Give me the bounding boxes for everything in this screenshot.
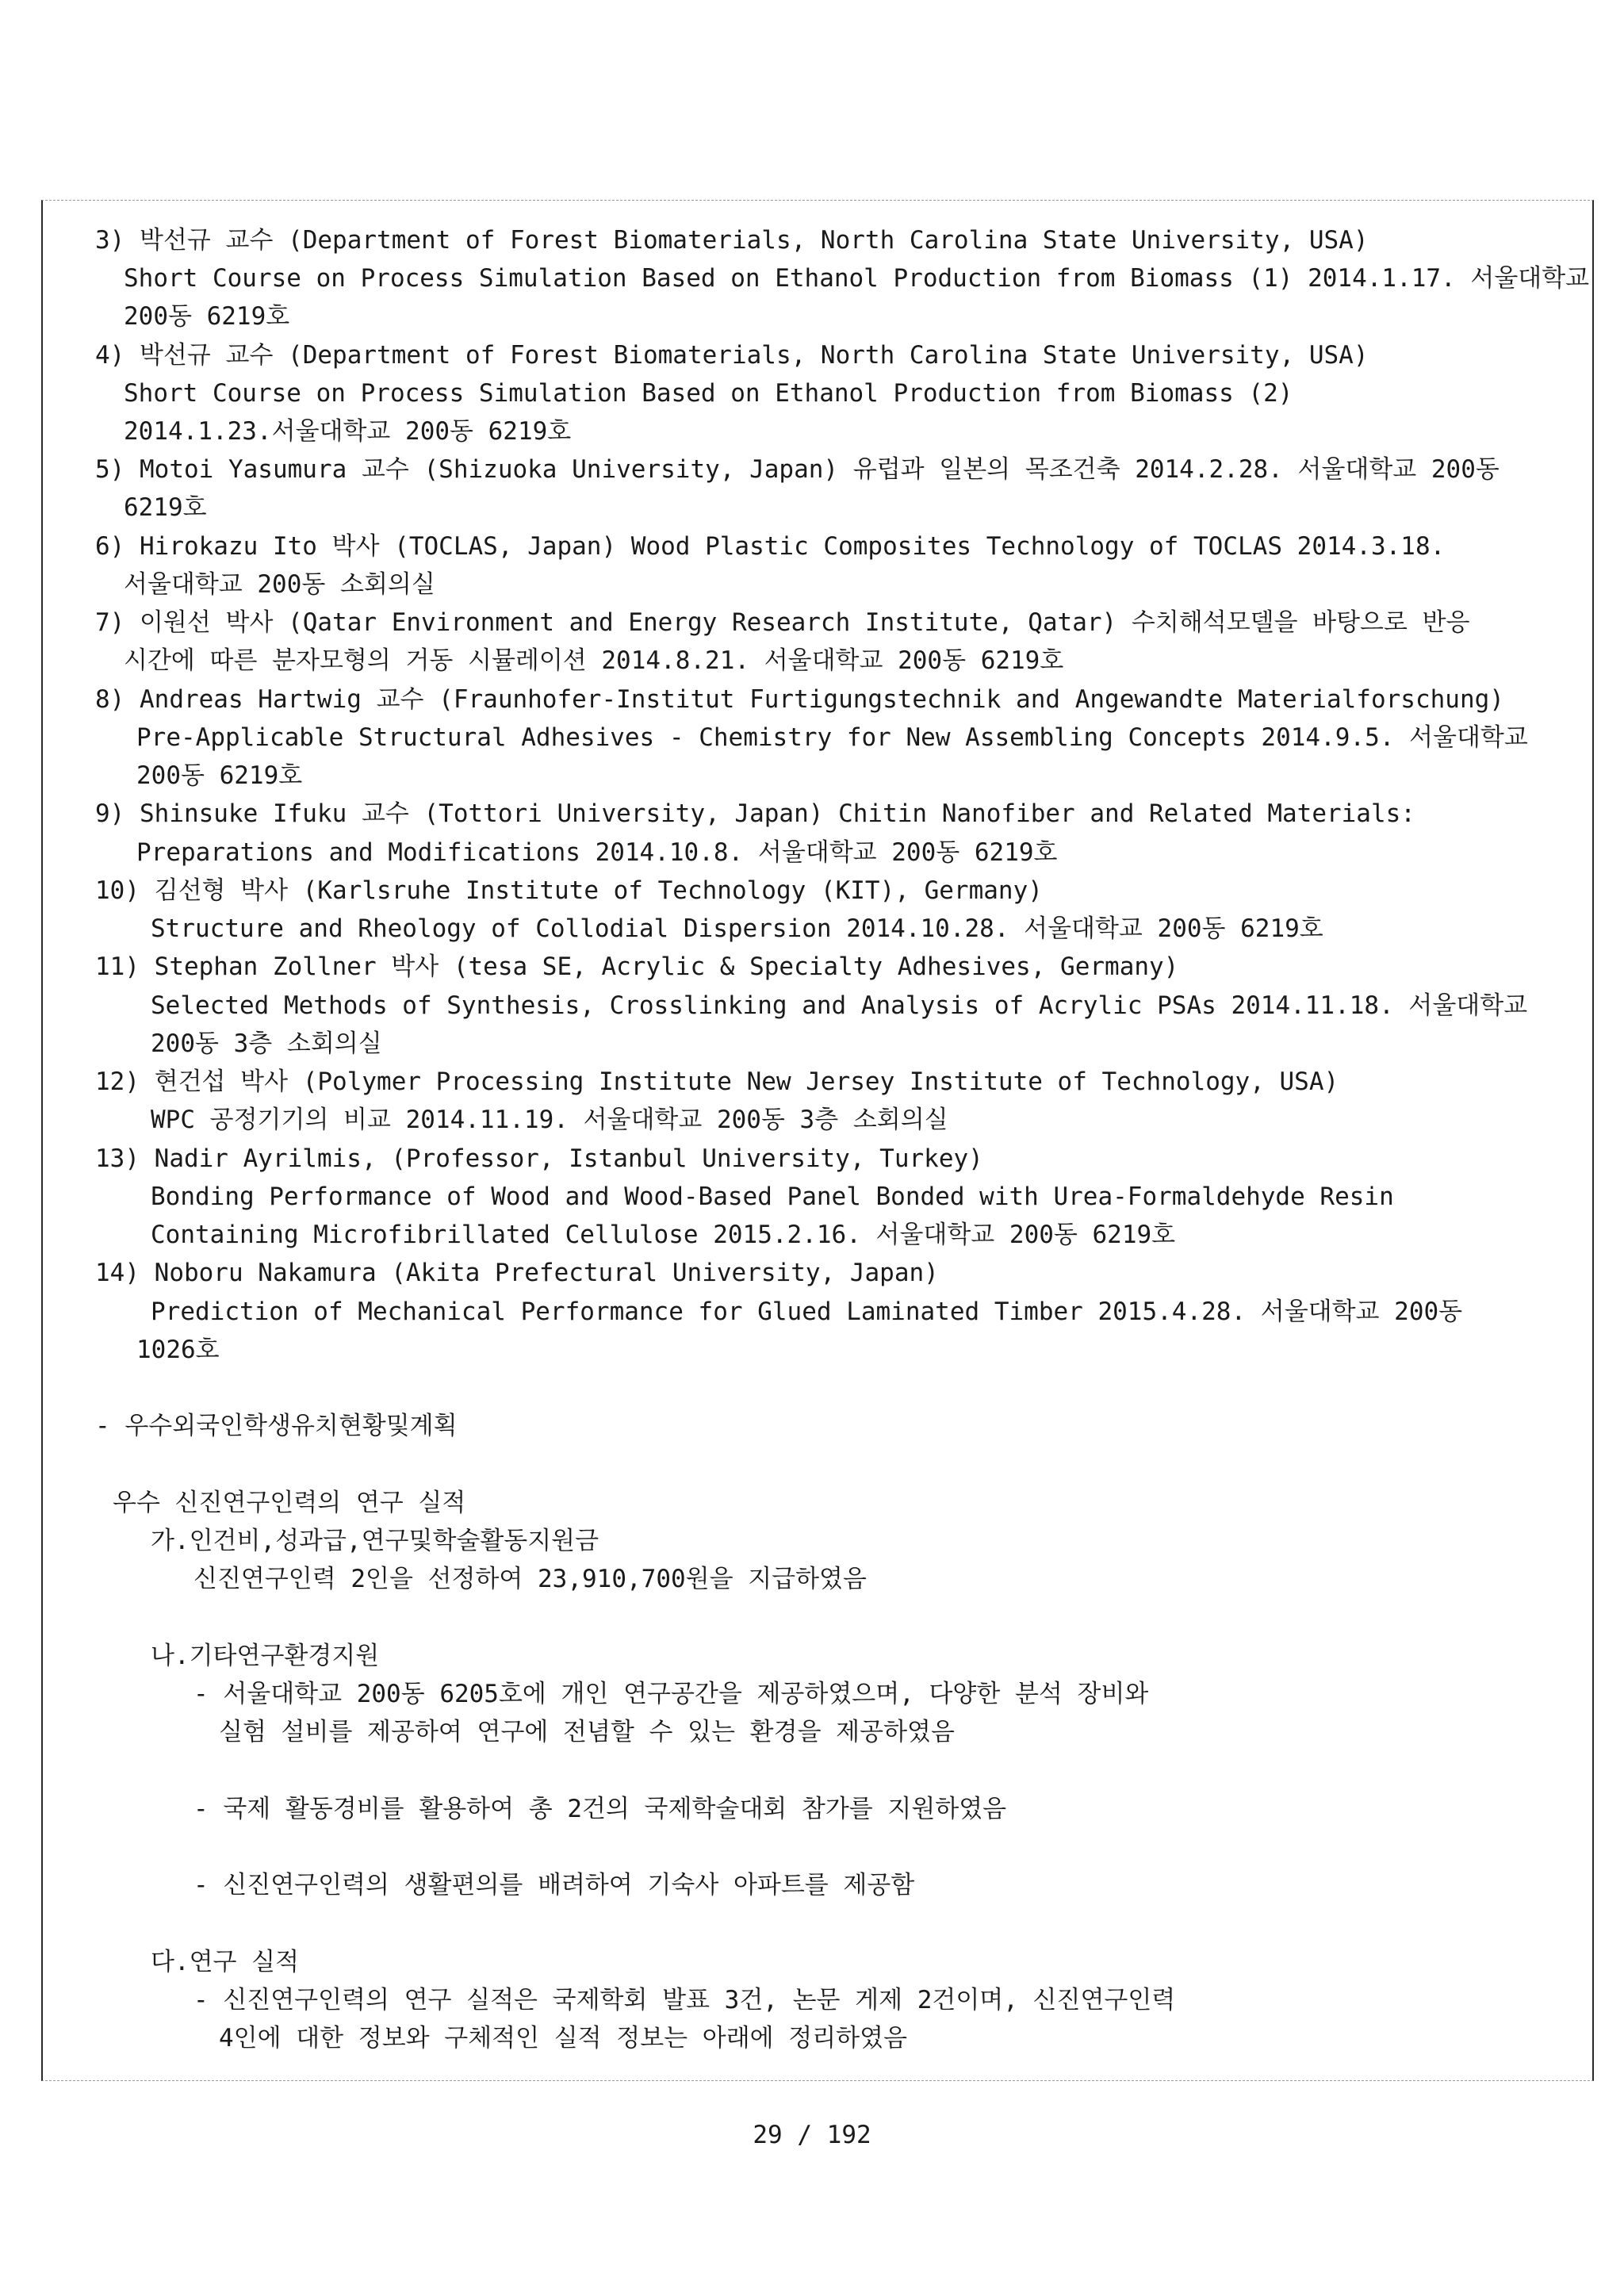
seminar-item-3-detail: Short Course on Process Simulation Based on Ethanol Production from Biomass (1) 2014.1.17. 서울대학교	[124, 264, 1590, 293]
seminar-item-11: 11) Stephan Zollner 박사 (tesa SE, Acrylic & Specialty Adhesives, Germany)	[95, 953, 1179, 981]
seminar-item-13-detail: Bonding Performance of Wood and Wood-Based Panel Bonded with Urea-Formaldehyde Resin	[151, 1182, 1394, 1211]
seminar-item-8: 8) Andreas Hartwig 교수 (Fraunhofer-Institut Furtigungstechnik and Angewandte Materialforschung)	[95, 685, 1504, 714]
total-pages: 192	[826, 2121, 871, 2149]
seminar-item-5: 5) Motoi Yasumura 교수 (Shizuoka University, Japan) 유럽과 일본의 목조건축 2014.2.28. 서울대학교 200동	[95, 455, 1500, 484]
item-heading-da: 다.연구 실적	[151, 1948, 300, 1976]
seminar-item-11-detail: Selected Methods of Synthesis, Crosslinking and Analysis of Acrylic PSAs 2014.11.18. 서울대학교	[151, 991, 1528, 1020]
item-ga-text: 신진연구인력 2인을 선정하여 23,910,700원을 지급하였음	[193, 1565, 867, 1593]
item-heading-na: 나.기타연구환경지원	[151, 1642, 380, 1670]
item-heading-ga: 가.인건비,성과급,연구및학술활동지원금	[151, 1527, 599, 1555]
seminar-item-3: 3) 박선규 교수 (Department of Forest Biomaterials, North Carolina State University, USA)	[95, 226, 1369, 255]
seminar-item-8-detail: Pre-Applicable Structural Adhesives - Chemistry for New Assembling Concepts 2014.9.5. 서울대학교	[136, 723, 1528, 752]
current-page: 29	[753, 2121, 783, 2149]
seminar-item-7: 7) 이원선 박사 (Qatar Environment and Energy Research Institute, Qatar) 수치해석모델을 바탕으로 반응	[95, 608, 1470, 637]
seminar-item-11-location: 200동 3층 소회의실	[151, 1029, 382, 1058]
seminar-item-13: 13) Nadir Ayrilmis, (Professor, Istanbul University, Turkey)	[95, 1144, 983, 1173]
seminar-item-7-detail: 시간에 따른 분자모형의 거동 시뮬레이션 2014.8.21. 서울대학교 200동 6219호	[124, 646, 1064, 675]
seminar-item-6: 6) Hirokazu Ito 박사 (TOCLAS, Japan) Wood Plastic Composites Technology of TOCLAS 2014.3.18.	[95, 532, 1446, 561]
page-separator: /	[797, 2121, 812, 2149]
item-na-bullet-1-cont: 실험 설비를 제공하여 연구에 전념할 수 있는 환경을 제공하였음	[219, 1718, 955, 1746]
subsection-heading-researcher-results: 우수 신진연구인력의 연구 실적	[113, 1489, 466, 1517]
seminar-item-4: 4) 박선규 교수 (Department of Forest Biomaterials, North Carolina State University, USA)	[95, 341, 1369, 370]
seminar-item-6-location: 서울대학교 200동 소회의실	[124, 570, 435, 599]
item-na-bullet-3: - 신진연구인력의 생활편의를 배려하여 기숙사 아파트를 제공함	[193, 1871, 915, 1899]
page-number	[0, 2119, 1624, 2151]
seminar-item-12: 12) 현건섭 박사 (Polymer Processing Institute New Jersey Institute of Technology, USA)	[95, 1068, 1339, 1096]
seminar-item-10: 10) 김선형 박사 (Karlsruhe Institute of Technology (KIT), Germany)	[95, 876, 1043, 905]
seminar-item-5-location: 6219호	[124, 493, 207, 522]
item-da-bullet-1: - 신진연구인력의 연구 실적은 국제학회 발표 3건, 논문 게제 2건이며, 신진연구인력	[193, 1986, 1176, 2014]
seminar-item-9-detail: Preparations and Modifications 2014.10.8. 서울대학교 200동 6219호	[136, 838, 1058, 867]
seminar-item-3-location: 200동 6219호	[124, 302, 290, 331]
item-da-bullet-1-cont: 4인에 대한 정보와 구체적인 실적 정보는 아래에 정리하였음	[219, 2024, 908, 2053]
item-na-bullet-1: - 서울대학교 200동 6205호에 개인 연구공간을 제공하였으며, 다양한 분석 장비와	[193, 1680, 1149, 1708]
seminar-item-10-detail: Structure and Rheology of Collodial Dispersion 2014.10.28. 서울대학교 200동 6219호	[151, 914, 1323, 943]
seminar-item-9: 9) Shinsuke Ifuku 교수 (Tottori University, Japan) Chitin Nanofiber and Related Materials:	[95, 799, 1415, 828]
seminar-item-14-detail: Prediction of Mechanical Performance for Glued Laminated Timber 2015.4.28. 서울대학교 200동	[151, 1297, 1463, 1326]
seminar-item-4-detail: Short Course on Process Simulation Based on Ethanol Production from Biomass (2)	[124, 379, 1293, 408]
seminar-item-14: 14) Noboru Nakamura (Akita Prefectural University, Japan)	[95, 1259, 939, 1287]
seminar-item-4-location: 2014.1.23.서울대학교 200동 6219호	[124, 417, 572, 446]
seminar-item-8-location: 200동 6219호	[136, 761, 303, 790]
seminar-item-14-location: 1026호	[136, 1336, 220, 1364]
seminar-item-12-detail: WPC 공정기기의 비교 2014.11.19. 서울대학교 200동 3층 소회의실	[151, 1106, 948, 1134]
section-heading-foreign-students: - 우수외국인학생유치현황및계획	[95, 1412, 458, 1440]
item-na-bullet-2: - 국제 활동경비를 활용하여 총 2건의 국제학술대회 참가를 지원하였음	[193, 1795, 1007, 1823]
seminar-item-13-location: Containing Microfibrillated Cellulose 2015.2.16. 서울대학교 200동 6219호	[151, 1221, 1176, 1249]
